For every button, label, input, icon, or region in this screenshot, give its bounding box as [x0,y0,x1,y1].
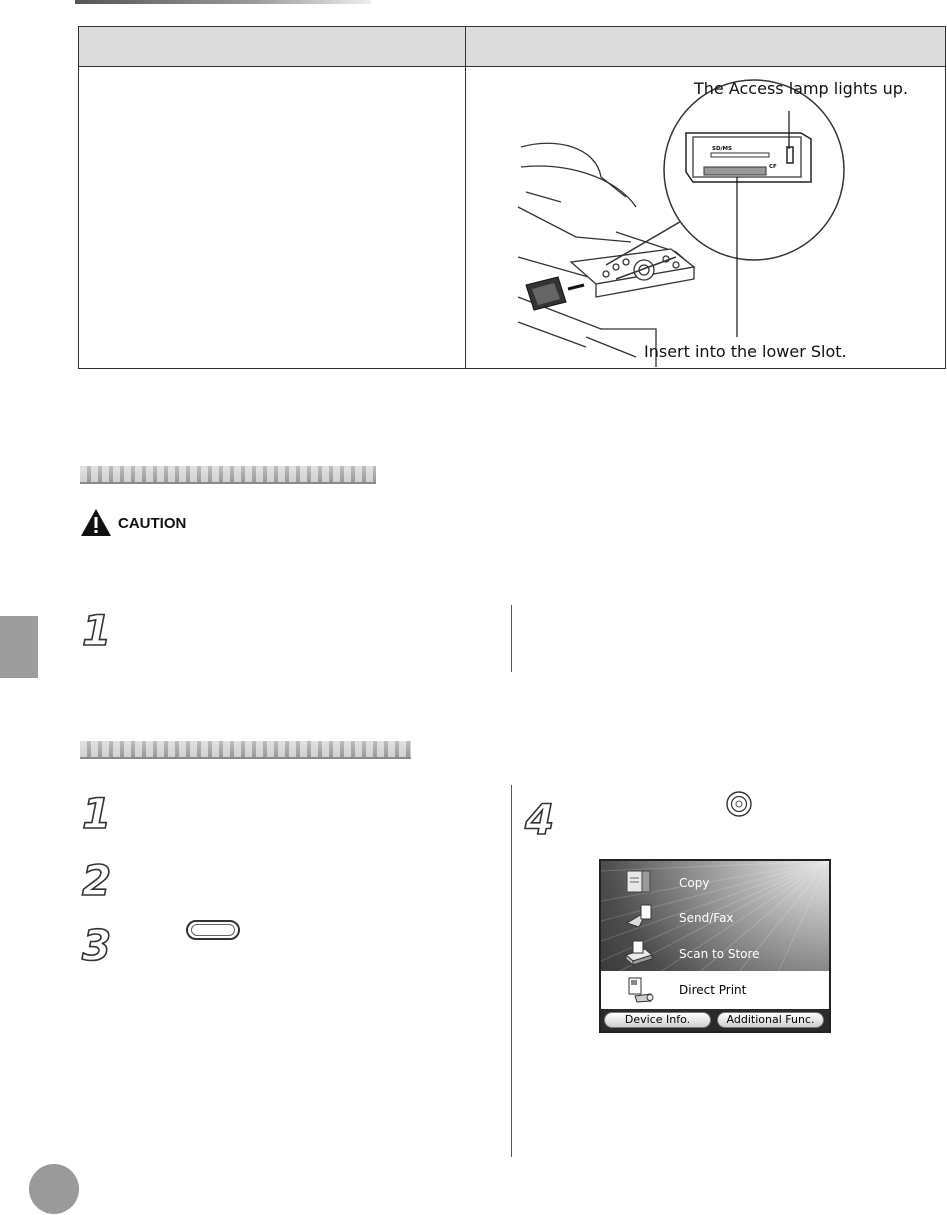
table-header-left [79,27,466,67]
menu-item-send-fax[interactable] [601,899,829,935]
column-divider [511,605,512,672]
top-rule [75,0,371,4]
slot-bottom-label: CF [769,164,777,170]
insert-arrow [568,285,584,289]
memory-card-table [78,26,946,369]
menu-item-label: Copy [679,876,710,890]
column-divider [511,785,512,1157]
lcd-main-menu-screen [599,859,831,1033]
step-number-1: 1 [82,606,112,655]
caution-label: CAUTION [118,515,187,532]
screen-footer [601,1009,829,1031]
ok-key-icon [726,791,752,817]
copy-icon [623,868,655,896]
step-number-1: 1 [82,789,112,838]
slot-top-label: SD/MS [712,146,732,152]
send-fax-icon [623,903,655,931]
lower-slot-callout: Insert into the lower Slot. [644,342,847,361]
menu-item-direct-print[interactable] [601,971,829,1009]
menu-item-label: Send/Fax [679,911,734,925]
card-insert-illustration [466,67,945,368]
menu-item-scan-to-store[interactable] [601,935,829,971]
table-cell-left [79,67,466,368]
page-number-circle [29,1164,79,1214]
menu-key-icon [186,920,240,940]
table-cell-right [466,67,945,368]
additional-func-button[interactable]: Additional Func. [717,1012,824,1028]
step-number-2: 2 [82,856,112,905]
caution-icon [80,508,112,537]
direct-print-icon [623,976,655,1004]
menu-item-label: Scan to Store [679,947,760,961]
menu-item-label: Direct Print [679,983,747,997]
menu-item-copy[interactable] [601,865,829,901]
section-heading-removing [80,466,376,484]
scan-to-store-icon [623,939,655,967]
table-header-right [466,27,945,67]
section-heading-printing [80,741,411,759]
memory-card-drawing [526,277,566,310]
step-number-4: 4 [525,795,555,844]
chapter-side-tab [0,616,38,678]
access-lamp-callout: The Access lamp lights up. [694,79,909,98]
step-number-3: 3 [82,921,112,970]
device-info-button[interactable]: Device Info. [604,1012,711,1028]
